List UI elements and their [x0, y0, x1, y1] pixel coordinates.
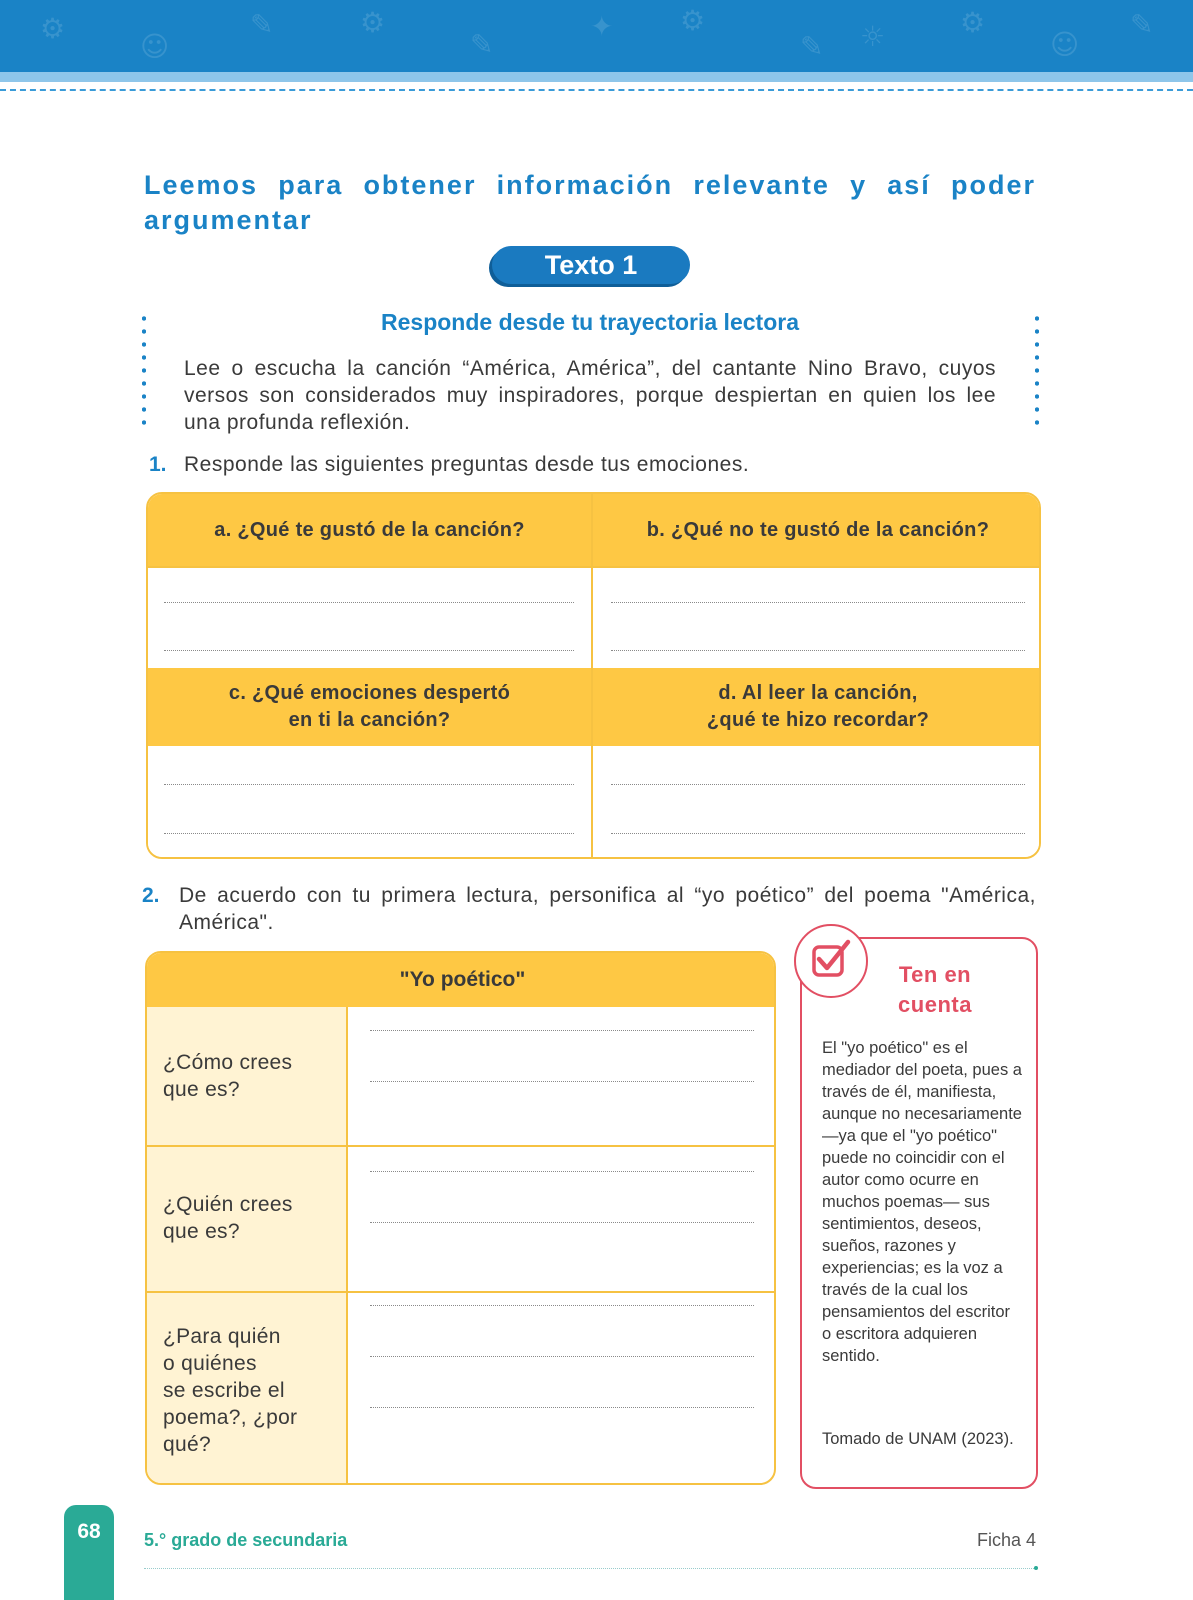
header-strip — [0, 72, 1193, 82]
emotions-table — [146, 492, 1041, 859]
row-label-line: o quiénes — [163, 1352, 257, 1375]
gear-icon: ⚙ — [960, 6, 986, 39]
question-2-text: De acuerdo con tu primera lectura, personifica al “yo poético” del poema "América, América". — [179, 884, 1036, 934]
header-band — [0, 0, 1193, 72]
page-title: Leemos para obtener información relevante y así poder argumentar — [144, 170, 1036, 235]
header-cell-c — [148, 668, 591, 746]
row-label-line: que es? — [163, 1220, 240, 1243]
tip-body: El "yo poético" es el mediador del poeta, pues a través de él, manifiesta, aunque no necesariamente —ya que el "yo poético" puede no coincidir con el autor como ocurre en muchos poemas— sus sentimientos, deseos, sueños, razones y experiencias; es la voz a través de la cual los pensamientos del escritor o escritora adquieren sentido. — [822, 1039, 1022, 1365]
header-b-text: b. ¿Qué no te gustó de la canción? — [646, 518, 990, 541]
answer-line — [370, 1356, 754, 1357]
answer-line — [164, 784, 574, 785]
answer-line — [164, 833, 574, 834]
page-number-tab — [64, 1505, 114, 1600]
intro-paragraph: Lee o escucha la canción “América, América”, del cantante Nino Bravo, cuyos versos son considerados muy inspiradores, porque despiertan en quien los lee una profunda reflexión. — [184, 357, 996, 434]
tip-title — [880, 960, 990, 1020]
answer-line — [611, 833, 1025, 834]
gear-icon: ⚙ — [360, 6, 386, 39]
section-subheading: Responde desde tu trayectoria lectora — [381, 309, 799, 335]
answer-line — [611, 650, 1025, 651]
question-1-text: Responde las siguientes preguntas desde tus emociones. — [184, 453, 750, 476]
lightbulb-icon: ☼ — [860, 20, 886, 53]
star-icon: ✦ — [590, 10, 614, 43]
text-label-pill: Texto 1 — [492, 246, 690, 284]
row-label-line: qué? — [163, 1433, 211, 1456]
footer-sheet: Ficha 4 — [976, 1530, 1036, 1550]
row-label-line: poema?, ¿por — [163, 1406, 298, 1429]
tip-title-line: Ten en — [898, 962, 972, 987]
header-c-line2: en ti la canción? — [288, 709, 451, 731]
gear-icon: ⚙ — [680, 4, 706, 37]
answer-line — [370, 1222, 754, 1223]
dotted-bracket-left — [142, 312, 146, 430]
dotted-bracket-right — [1035, 312, 1039, 430]
smiley-icon: ☺ — [1050, 28, 1080, 61]
checkbox-check-icon — [796, 926, 866, 996]
row-label-line: que es? — [163, 1078, 240, 1101]
answer-line — [370, 1171, 754, 1172]
poetic-voice-table — [145, 951, 776, 1485]
row-label-line: ¿Para quién — [163, 1325, 281, 1348]
smiley-icon: ☺ — [140, 30, 170, 63]
answer-area-1[interactable] — [348, 1007, 776, 1145]
answer-line — [370, 1081, 754, 1082]
answer-area-3[interactable] — [348, 1293, 776, 1485]
poetic-voice-header — [147, 953, 776, 1007]
answer-line — [611, 602, 1025, 603]
header-a-text: a. ¿Qué te gustó de la canción? — [214, 518, 525, 541]
pencil-icon: ✎ — [470, 28, 494, 61]
tip-title-line: cuenta — [898, 992, 972, 1017]
row-label-3 — [163, 1323, 297, 1458]
answer-cell-a[interactable] — [148, 568, 591, 666]
pencil-icon: ✎ — [1130, 8, 1154, 41]
header-cell-a — [148, 494, 591, 566]
footer-dot — [1034, 1566, 1038, 1570]
row-label-1 — [163, 1049, 292, 1103]
row-label-line: se escribe el — [163, 1379, 285, 1402]
footer-grade: 5.° grado de secundaria — [144, 1530, 348, 1550]
header-cell-b — [593, 494, 1041, 566]
gear-icon: ⚙ — [40, 12, 66, 45]
page-number: 68 — [77, 1520, 101, 1543]
row-label-2 — [163, 1191, 293, 1245]
question-2-number: 2. — [142, 884, 160, 907]
answer-cell-c[interactable] — [148, 746, 591, 859]
poetic-voice-header-text: "Yo poético" — [399, 968, 526, 991]
pencil-icon: ✎ — [250, 8, 274, 41]
answer-line — [370, 1407, 754, 1408]
header-cell-d — [593, 668, 1041, 746]
tip-icon-badge — [794, 924, 868, 998]
header-d-line1: d. Al leer la canción, — [718, 682, 918, 704]
row-label-line: ¿Quién crees — [163, 1193, 293, 1216]
tip-source: Tomado de UNAM (2023). — [822, 1430, 1014, 1448]
footer-divider — [144, 1568, 1036, 1569]
answer-line — [164, 602, 574, 603]
answer-cell-b[interactable] — [593, 568, 1041, 666]
answer-line — [611, 784, 1025, 785]
answer-line — [370, 1305, 754, 1306]
answer-area-2[interactable] — [348, 1147, 776, 1291]
header-divider — [0, 89, 1193, 91]
answer-line — [370, 1030, 754, 1031]
pencil-icon: ✎ — [800, 30, 824, 63]
header-c-line1: c. ¿Qué emociones despertó — [228, 682, 511, 704]
question-1-number: 1. — [149, 453, 167, 476]
answer-cell-d[interactable] — [593, 746, 1041, 859]
column-divider — [591, 494, 593, 859]
row-label-line: ¿Cómo crees — [163, 1051, 293, 1074]
answer-line — [164, 650, 574, 651]
header-d-line2: ¿qué te hizo recordar? — [706, 709, 930, 731]
